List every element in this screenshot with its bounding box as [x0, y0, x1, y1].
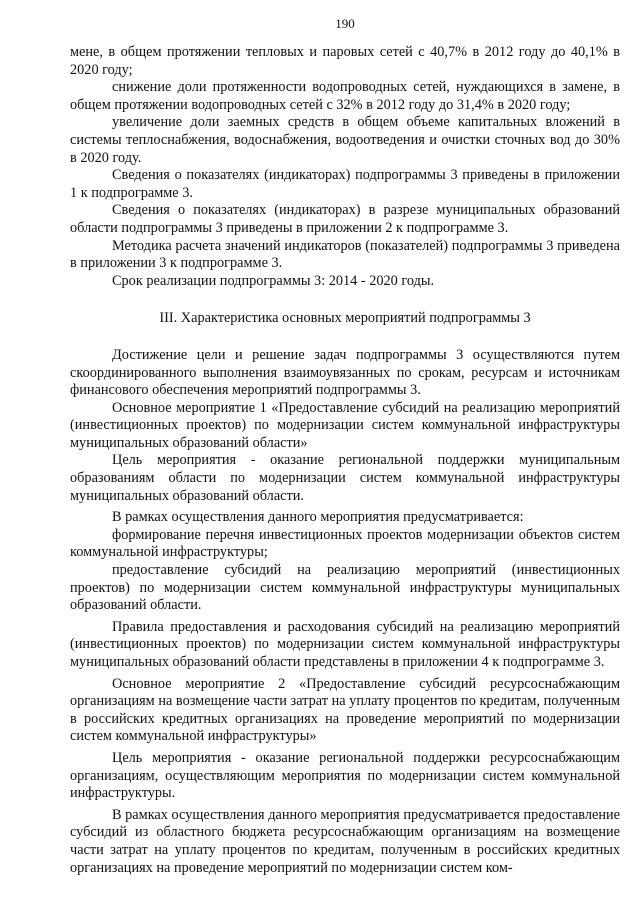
paragraph: Цель мероприятия - оказание региональной поддержки ресурсоснабжающим организациям, осуществляющим мероприятия по модернизации систем коммунальной инфраструктуры.: [70, 749, 620, 802]
paragraph: Сведения о показателях (индикаторах) подпрограммы 3 приведены в приложении 1 к подпрограмме 3.: [70, 167, 620, 201]
paragraph: снижение доли протяженности водопроводных сетей, нуждающихся в замене, в общем протяжении водопроводных сетей с 32% в 2012 году до 31,4% в 2020 году;: [70, 79, 620, 113]
paragraph-continued: мене, в общем протяжении тепловых и паровых сетей с 40,7% в 2012 году до 40,1% в 2020 году;: [70, 44, 620, 78]
paragraph: увеличение доли заемных средств в общем объеме капитальных вложений в системы теплоснабжения, водоснабжения, водоотведения и очистки сточных вод до 30% в 2020 году.: [70, 114, 620, 166]
paragraph: В рамках осуществления данного мероприятия предусматривается:: [112, 509, 524, 526]
section-heading: III. Характеристика основных мероприятий подпрограммы 3: [159, 310, 531, 327]
paragraph: предоставление субсидий на реализацию мероприятий (инвестиционных проектов) по модернизации систем коммунальной инфраструктуры муниципальных образований области.: [70, 562, 620, 614]
paragraph: Срок реализации подпрограммы 3: 2014 - 2020 годы.: [112, 272, 435, 289]
paragraph: формирование перечня инвестиционных проектов модернизации объектов систем коммунальной инфраструктуры;: [70, 526, 620, 561]
paragraph: Достижение цели и решение задач подпрограммы 3 осуществляются путем скоординированного выполнения взаимоувязанных по срокам, ресурсам и источникам финансового обеспечения мероприятий подпрограммы 3.: [70, 346, 620, 399]
paragraph: В рамках осуществления данного мероприятия предусматривается предоставление субсидий из областного бюджета ресурсоснабжающим организациям на возмещение части затрат на уплату процентов по кредитам, полученным в российских кредитных организациях на проведение мероприятий по модернизации систем ком-: [70, 806, 620, 876]
paragraph: Основное мероприятие 2 «Предоставление субсидий ресурсоснабжающим организациям на возмещение части затрат на уплату процентов по кредитам, полученным в российских кредитных организациях на проведение мероприятий по модернизации систем коммунальной инфраструктуры»: [70, 675, 620, 745]
paragraph: Цель мероприятия - оказание региональной поддержки муниципальным образованиям области по модернизации систем коммунальной инфраструктуры муниципальных образований области.: [70, 452, 620, 504]
page-number: 190: [335, 16, 355, 31]
paragraph: Методика расчета значений индикаторов (показателей) подпрограммы 3 приведена в приложении 3 к подпрограмме 3.: [70, 237, 620, 272]
paragraph: Основное мероприятие 1 «Предоставление субсидий на реализацию мероприятий (инвестиционных проектов) по модернизации систем коммунальной инфраструктуры муниципальных образований области»: [70, 399, 620, 451]
paragraph: Сведения о показателях (индикаторах) в разрезе муниципальных образований области подпрограммы 3 приведены в приложении 2 к подпрограмме 3.: [70, 202, 620, 236]
paragraph: Правила предоставления и расходования субсидий на реализацию мероприятий (инвестиционных проектов) по модернизации систем коммунальной инфраструктуры муниципальных образований области представлены в приложении 4 к подпрограмме 3.: [70, 618, 620, 670]
